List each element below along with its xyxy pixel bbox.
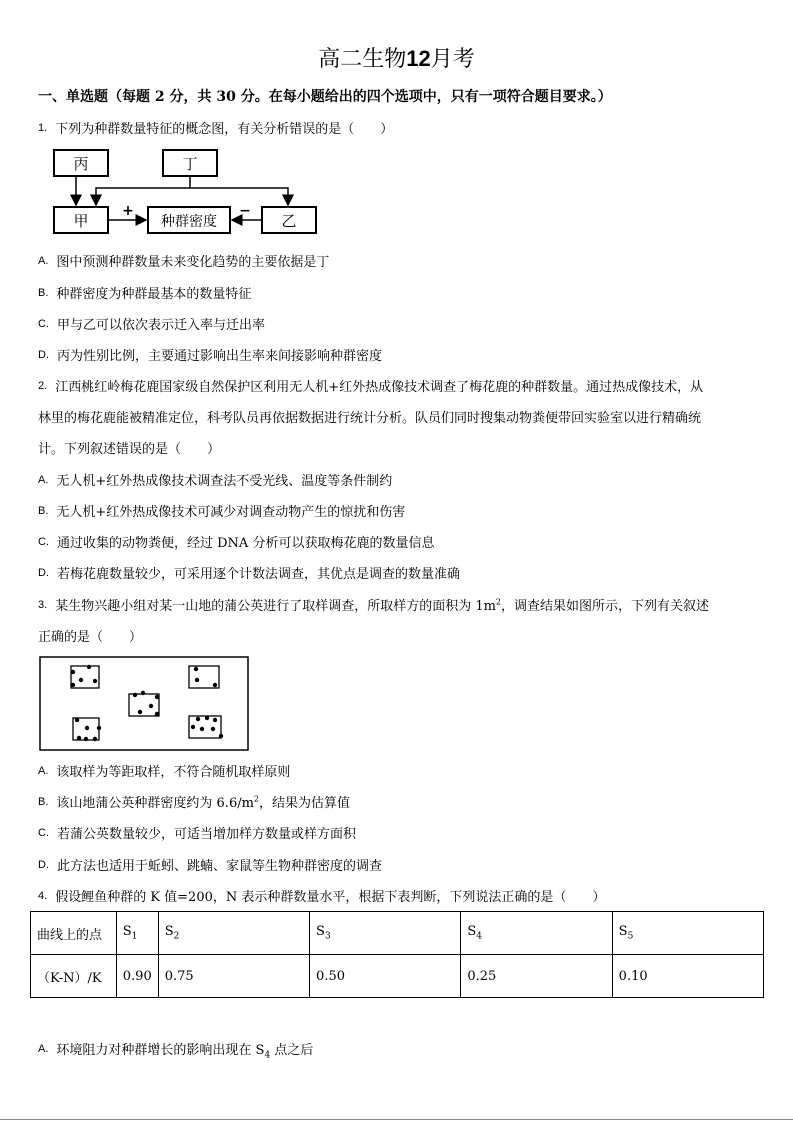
table-cell: 0.90 [116,955,158,998]
q2-option-c: C. 通过收集的动物粪便，经过 DNA 分析可以获取梅花鹿的数量信息 [38,536,435,551]
label-center: 种群密度 [161,214,217,230]
q1-option-c: C. 甲与乙可以依次表示迁入率与迁出率 [38,318,266,333]
table-cell: 0.10 [612,955,763,998]
table-cell: $S_1$ [116,912,158,955]
q3-option-d: D. 此方法也适用于蚯蚓、跳蝻、家鼠等生物种群密度的调查 [38,859,383,874]
label-minus: − [239,203,251,219]
q1-option-a: A. 图中预测种群数量未来变化趋势的主要依据是丁 [38,255,330,270]
question-4-stem: 4. 假设鲤鱼种群的 K 值=200，N 表示种群数量水平，根据下表判断，下列说法正确的是（ ） [38,890,606,905]
table-cell: $S_2$ [158,912,309,955]
table-cell: 0.75 [158,955,309,998]
label-ding: 丁 [182,155,198,173]
arrow-ding-jia [96,188,190,205]
table-cell: $S_4$ [461,912,612,955]
section-heading: 一、单选题（每题 2 分，共 30 分。在每小题给出的四个选项中，只有一项符合题目要求。） [38,89,612,105]
population-concept-diagram [48,146,323,238]
q3-option-c: C. 若蒲公英数量较少，可适当增加样方数量或样方面积 [38,827,357,842]
question-text: 下列为种群数量特征的概念图，有关分析错误的是（ ） [55,122,394,137]
q4-option-a: A. 环境阻力对种群增长的影响出现在 $S_4$ 点之后 [38,1043,314,1061]
question-3-stem: 3. 某生物兴趣小组对某一山地的蒲公英进行了取样调查，所取样方的面积为 $1m^2$，调查结果如图所示，下列有关叙述 [38,597,710,614]
question-2-stem: 2. 江西桃红岭梅花鹿国家级自然保护区利用无人机+红外热成像技术调查了梅花鹿的种群数量。通过热成像技术，从 [38,380,704,395]
arrow-ding-yi [190,176,288,205]
question-number: 1. [38,122,48,134]
q1-option-d: D. 丙为性别比例，主要通过影响出生率来间接影响种群密度 [38,349,383,364]
page-bottom-rule [0,1119,793,1120]
q3-option-a: A. 该取样为等距取样，不符合随机取样原则 [38,765,291,780]
question-3-line2: 正确的是（ ） [38,630,143,645]
table-header-cell: 曲线上的点 [31,912,117,955]
question-2-line3: 计。下列叙述错误的是（ ） [38,442,221,457]
population-table [30,911,764,998]
q2-option-b: B. 无人机+红外热成像技术可减少对调查动物产生的惊扰和伤害 [38,505,406,520]
question-2-line2: 林里的梅花鹿能被精准定位，科考队员再依据数据进行统计分析。队员们同时搜集动物粪便带回实验室以进行精确统 [38,411,702,426]
quadrat [129,694,159,716]
q3-option-b: B. 该山地蒲公英种群密度约为 $6.6/m^2$，结果为估算值 [38,794,351,811]
title-text-suffix: 月考 [430,47,475,72]
table-cell: $S_5$ [612,912,763,955]
q2-option-a: A. 无人机+红外热成像技术调查法不受光线、温度等条件制约 [38,474,393,489]
label-plus: + [122,203,134,219]
title-number: 12 [406,46,431,71]
q2-option-d: D. 若梅花鹿数量较少，可采用逐个计数法调查，其优点是调查的数量准确 [38,567,461,582]
title-text: 高二生物 [318,47,407,72]
table-cell: 0.25 [461,955,612,998]
table-row [31,955,764,998]
question-1-stem [38,118,393,137]
table-cell: $S_3$ [310,912,461,955]
label-yi: 乙 [281,212,297,230]
page-title [0,42,793,73]
table-cell: 0.50 [310,955,461,998]
label-jia: 甲 [73,212,89,230]
table-header-cell: （K-N）/K [31,955,117,998]
table-row [31,912,764,955]
q1-option-b: B. 种群密度为种群最基本的数量特征 [38,287,252,302]
quadrat-sampling-figure [39,656,250,752]
quadrat [71,666,99,688]
label-bing: 丙 [73,155,89,173]
